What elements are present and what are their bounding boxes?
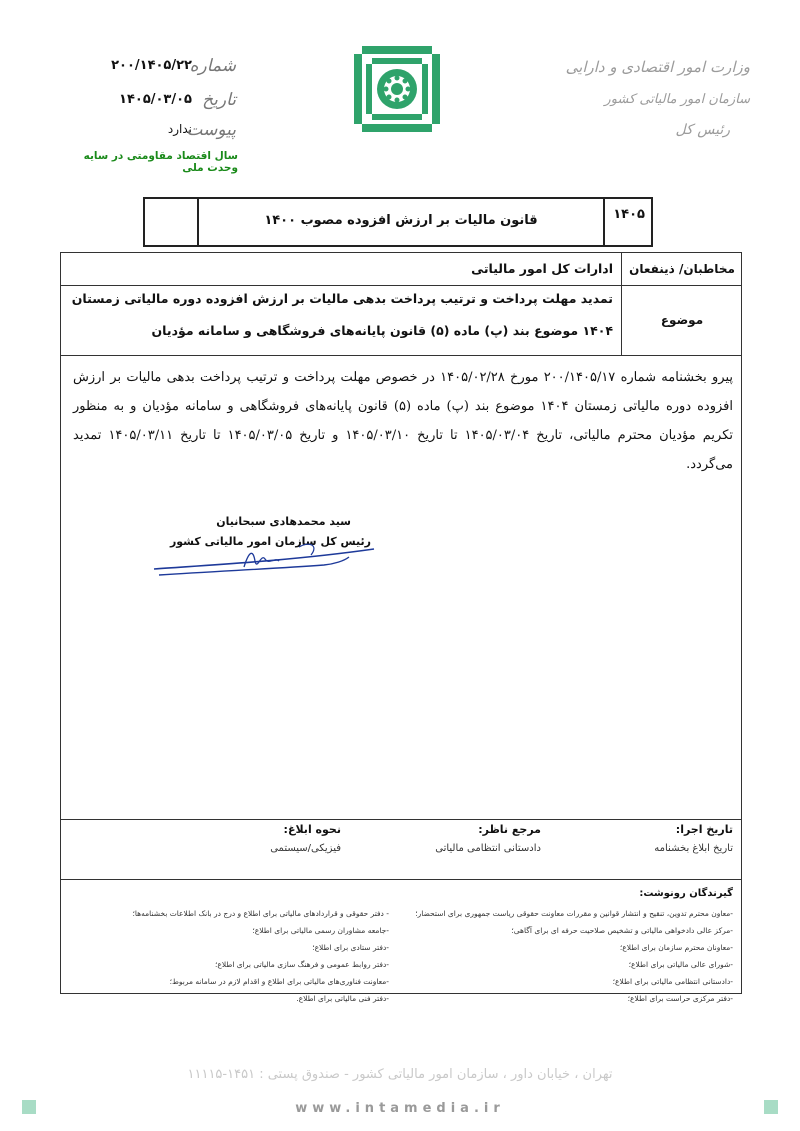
recipients-label: مخاطبان/ ذینفعان xyxy=(629,262,735,276)
organization-name: سازمان امور مالیاتی کشور xyxy=(604,92,750,107)
execution-date-label: تاریخ اجرا: xyxy=(675,823,733,836)
list-item: -معاون محترم تدوین، تنقیح و انتشار قوانین و مقررات معاونت حقوقی ریاست جمهوری برای استحضار؛ xyxy=(415,909,733,918)
law-reference-box xyxy=(143,197,653,247)
letter-date-label: تاریخ xyxy=(202,90,236,110)
divider xyxy=(61,285,741,286)
attachment-value: ندارد xyxy=(167,122,192,136)
postal-address: تهران ، خیابان داور ، سازمان امور مالیاتی کشور - صندوق پستی : ۱۴۵۱-۱۱۱۱۵ xyxy=(187,1067,613,1082)
letter-number-row xyxy=(80,58,250,80)
law-number-cell xyxy=(603,199,651,245)
subject-label: موضوع xyxy=(660,313,704,327)
attachment-label: پیوست xyxy=(186,120,236,140)
list-item: -دفتر روابط عمومی و فرهنگ سازی مالیاتی برای اطلاع؛ xyxy=(215,960,389,969)
divider xyxy=(61,355,741,356)
signer-title: رئیس کل سازمان امور مالیاتی کشور xyxy=(169,535,371,548)
label-column-divider xyxy=(621,253,622,355)
subject-line-2: ۱۴۰۴ موضوع بند (پ) ماده (۵) قانون پایانه‌های فروشگاهی و سامانه مؤدیان xyxy=(151,323,613,338)
supervisor-label: مرجع ناظر: xyxy=(478,823,541,836)
notification-method-label: نحوه ابلاغ: xyxy=(283,823,341,836)
notification-method-value: فیزیکی/سیستمی xyxy=(270,843,341,854)
handwritten-signature xyxy=(149,531,379,591)
list-item: - دفتر حقوقی و قراردادهای مالیاتی برای اطلاع و درج در بانک اطلاعات بخشنامه‌ها؛ xyxy=(132,909,389,918)
list-item: -معاونان محترم سازمان برای اطلاع؛ xyxy=(619,943,733,952)
attachment-row xyxy=(80,122,250,144)
letter-number-label: شماره xyxy=(189,56,236,76)
ministry-name: وزارت امور اقتصادی و دارایی xyxy=(565,58,750,76)
circular-frame xyxy=(60,252,742,1003)
law-title: قانون مالیات بر ارزش افزوده مصوب ۱۴۰۰ xyxy=(264,213,538,228)
law-box-empty-cell xyxy=(145,199,199,245)
signer-name: سید محمدهادی سبحانیان xyxy=(216,515,351,528)
cc-recipients-title: گیرندگان رونوشت: xyxy=(639,888,733,899)
list-item: -دادستانی انتظامی مالیاتی برای اطلاع؛ xyxy=(612,977,733,986)
letter-date-row xyxy=(80,92,250,114)
divider xyxy=(61,879,741,880)
tax-organization-logo xyxy=(352,44,442,134)
list-item: -مرکز عالی دادخواهی مالیاتی و تشخیص صلاحیت حرفه ای برای آگاهی؛ xyxy=(511,926,733,935)
execution-date-value: تاریخ ابلاغ بخشنامه xyxy=(654,843,733,854)
divider xyxy=(61,819,741,820)
list-item: -دفتر فنی مالیاتی برای اطلاع. xyxy=(296,994,389,1003)
law-number: ۱۴۰۵ xyxy=(613,207,645,222)
website-link[interactable]: www.intamedia.ir xyxy=(295,1101,505,1116)
letter-number-value: ۲۰۰/۱۴۰۵/۲۲ xyxy=(111,58,192,73)
head-title: رئیس کل xyxy=(675,122,730,138)
subject-line-1: تمدید مهلت پرداخت و ترتیب پرداخت بدهی مالیات بر ارزش افزوده دوره مالیاتی زمستان xyxy=(71,291,613,306)
circular-body: پیرو بخشنامه شماره ۲۰۰/۱۴۰۵/۱۷ مورخ ۱۴۰۵/۰۲/۲۸ در خصوص مهلت پرداخت و ترتیب پرداخت بدهی مالیات بر ارزش افزوده دوره مالیاتی زمستان ۱۴۰۴ موضوع بند (پ) ماده (۵) قانون پایانه‌های فروشگاهی و سامانه مؤدیان و به منظور تکریم مؤدیان محترم مالیاتی، تاریخ ۱۴۰۵/۰۳/۰۴ تا تاریخ ۱۴۰۵/۰۳/۱۰ و تاریخ ۱۴۰۵/۰۳/۰۵ تا تاریخ ۱۴۰۵/۰۳/۱۱ تمدید می‌گردد. xyxy=(73,370,733,472)
cc-list-left xyxy=(69,905,389,1007)
list-item: -معاونت فناوری‌های مالیاتی برای اطلاع و اقدام لازم در سامانه مربوط؛ xyxy=(169,977,389,986)
cc-list-right xyxy=(403,905,733,1007)
supervisor-value: دادستانی انتظامی مالیاتی xyxy=(435,843,541,854)
year-slogan: سال اقتصاد مقاومتی در سایه وحدت ملی xyxy=(83,150,238,174)
list-item: -جامعه مشاوران رسمی مالیاتی برای اطلاع؛ xyxy=(252,926,389,935)
list-item: -شورای عالی مالیاتی برای اطلاع؛ xyxy=(628,960,733,969)
list-item: -دفتر مرکزی حراست برای اطلاع؛ xyxy=(627,994,733,1003)
recipients-value: ادارات کل امور مالیاتی xyxy=(471,261,613,276)
letter-date-value: ۱۴۰۵/۰۳/۰۵ xyxy=(119,92,192,107)
list-item: -دفتر ستادی برای اطلاع؛ xyxy=(312,943,389,952)
